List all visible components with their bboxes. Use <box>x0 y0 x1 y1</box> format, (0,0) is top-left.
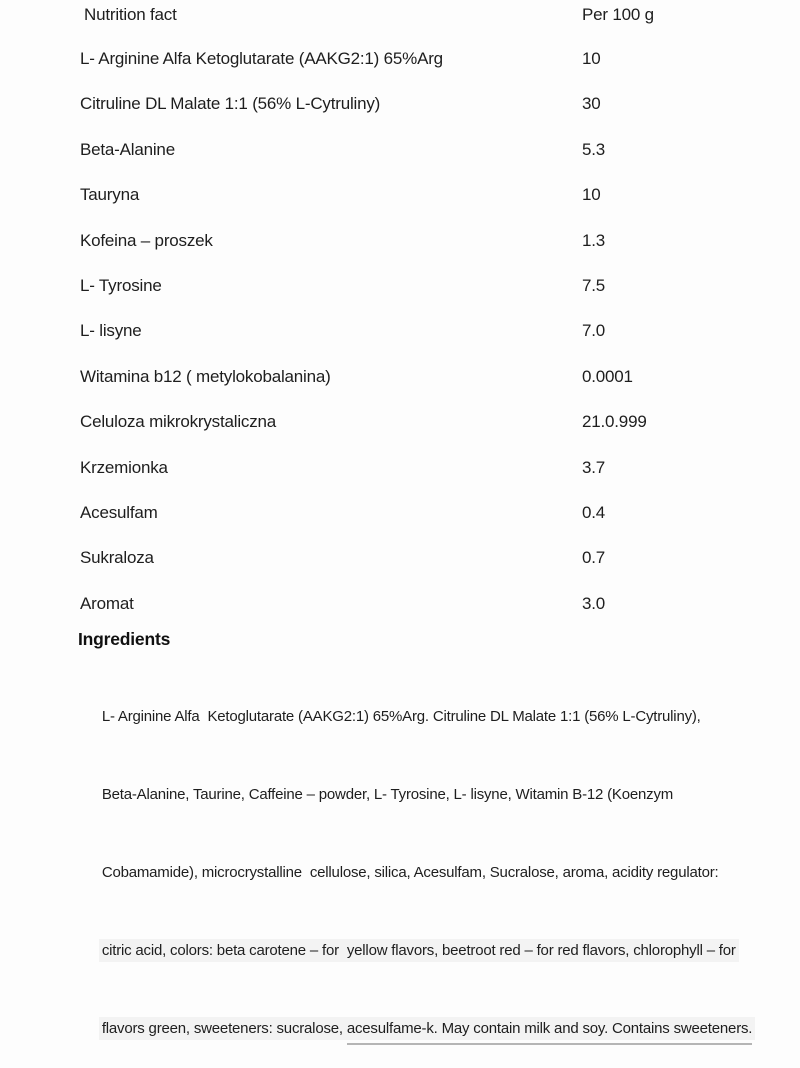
nutrient-name: Krzemionka <box>80 457 168 477</box>
table-row <box>0 275 800 320</box>
ingredients-line <box>78 834 800 912</box>
nutrient-value: 30 <box>582 94 601 114</box>
ingredients-line-underlined: acesulfame-k. May contain milk and soy. Contains sweeteners. <box>347 1020 752 1045</box>
nutrient-name: Sukraloza <box>80 548 154 568</box>
nutrient-value: 7.0 <box>582 321 606 341</box>
nutrient-name: Citruline DL Malate 1:1 (56% L-Cytruliny) <box>80 94 381 114</box>
nutrient-name: Acesulfam <box>80 502 158 522</box>
table-row <box>0 320 800 365</box>
table-row <box>0 48 800 93</box>
ingredients-line <box>78 678 800 756</box>
table-row <box>0 547 800 592</box>
nutrient-value: 10 <box>582 185 601 205</box>
ingredients-line <box>78 990 800 1068</box>
table-row <box>0 502 800 547</box>
nutrient-value: 3.7 <box>582 457 606 477</box>
nutrient-name: Celuloza mikrokrystaliczna <box>80 412 277 432</box>
column-header-nutrition-fact: Nutrition fact <box>84 5 177 24</box>
nutrient-name: Beta-Alanine <box>80 139 175 159</box>
nutrient-value: 0.7 <box>582 548 606 568</box>
table-row <box>0 593 800 628</box>
ingredients-heading: Ingredients <box>78 628 171 649</box>
nutrient-name: L- Arginine Alfa Ketoglutarate (AAKG2:1) 65%Arg <box>80 49 443 68</box>
ingredients-line-plain: citric acid, colors: beta carotene – for yellow flavors, beetroot red – for red flavors, chlorophyll – for <box>101 941 736 959</box>
ingredients-line-plain: Beta-Alanine, Taurine, Caffeine – powder, L- Tyrosine, L- lisyne, Witamin B-12 (Koenzym <box>101 785 674 803</box>
table-row <box>0 93 800 138</box>
ingredients-line-text <box>102 864 719 881</box>
ingredients-line-plain: L- Arginine Alfa Ketoglutarate (AAKG2:1) 65%Arg. Citruline DL Malate 1:1 (56% L-Cytruliny), <box>101 707 701 725</box>
nutrient-value: 5.3 <box>582 139 606 159</box>
table-row <box>0 366 800 411</box>
ingredients-paragraph <box>0 678 800 1068</box>
nutrient-name: Tauryna <box>80 185 140 205</box>
nutrient-value: 10 <box>582 49 601 68</box>
nutrient-name: Kofeina – proszek <box>80 230 213 250</box>
nutrient-name: Witamina b12 ( metylokobalanina) <box>80 366 331 386</box>
nutrient-name: L- Tyrosine <box>80 275 162 295</box>
nutrient-name: Aromat <box>80 593 134 613</box>
column-header-per-100g: Per 100 g <box>582 5 654 24</box>
table-row <box>0 457 800 502</box>
ingredients-line-plain: flavors green, sweeteners: sucralose, <box>101 1019 347 1037</box>
ingredients-line-text <box>102 1020 752 1037</box>
ingredients-line <box>78 756 800 834</box>
table-body <box>0 48 800 628</box>
ingredients-line <box>78 912 800 990</box>
ingredients-line-text <box>102 786 673 803</box>
nutrient-value: 21.0.999 <box>582 412 647 432</box>
nutrient-value: 0.0001 <box>582 366 633 386</box>
nutrient-name: L- lisyne <box>80 321 142 341</box>
ingredients-line-text <box>102 942 736 959</box>
table-header-row <box>0 4 800 48</box>
nutrient-value: 1.3 <box>582 230 606 250</box>
table-row <box>0 230 800 275</box>
nutrient-value: 0.4 <box>582 502 606 522</box>
table-row <box>0 184 800 229</box>
ingredients-line-text <box>102 708 701 725</box>
table-row <box>0 411 800 456</box>
nutrient-value: 3.0 <box>582 593 606 613</box>
ingredients-line-plain: Cobamamide), microcrystalline cellulose, silica, Acesulfam, Sucralose, aroma, acidity regulator: <box>101 863 719 881</box>
table-row <box>0 139 800 184</box>
nutrient-value: 7.5 <box>582 275 606 295</box>
